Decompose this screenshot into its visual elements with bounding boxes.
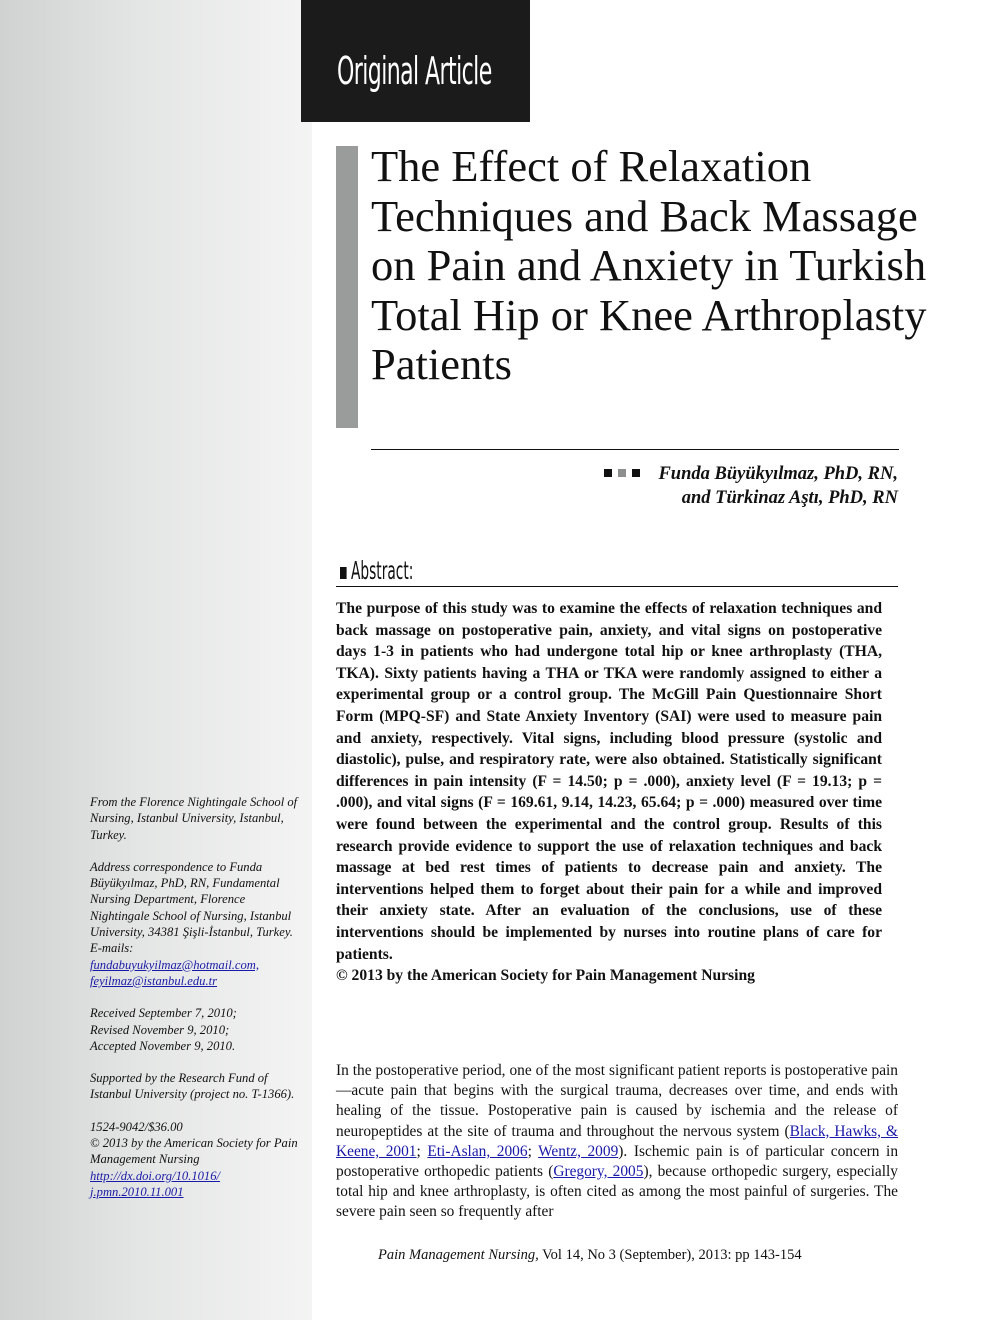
abstract-heading-label: Abstract: <box>351 556 414 585</box>
doi-link-part-2[interactable]: j.pmn.2010.11.001 <box>90 1184 184 1199</box>
citation-wentz-2009[interactable]: Wentz, 2009 <box>538 1142 619 1160</box>
affiliation-note: From the Florence Nightingale School of Nursing, Istanbul University, Istanbul, Turkey. <box>90 795 298 842</box>
abstract-heading <box>340 558 413 583</box>
doi-link-part-1[interactable]: http://dx.doi.org/10.1016/ <box>90 1168 221 1183</box>
abstract-bullet-icon <box>340 567 347 579</box>
funding-note: Supported by the Research Fund of Istanbul University (project no. T-1366). <box>90 1071 295 1102</box>
article-type-label: Original Article <box>337 49 492 93</box>
author-squares-icon <box>604 462 646 483</box>
accepted-date: Accepted November 9, 2010. <box>90 1038 236 1053</box>
author-names-1: Funda Büyükyılmaz, PhD, RN, <box>658 464 898 484</box>
sidebar-copyright: © 2013 by the American Society for Pain Management Nursing <box>90 1136 298 1167</box>
article-type-banner <box>301 0 530 122</box>
abstract-text <box>336 598 882 987</box>
body-paragraph <box>336 1061 898 1223</box>
dates-note <box>90 1005 305 1054</box>
citation-black-2001[interactable]: Black, Hawks, & Keene, 2001 <box>336 1122 898 1160</box>
citation-separator-2: ; <box>527 1142 539 1160</box>
publication-note <box>90 1119 305 1200</box>
correspondence-note <box>90 859 305 989</box>
body-text-3: ), because orthopedic surgery, especially total hip and knee arthroplasty, is often cited as among the most painful of surgeries. The severe pain seen so frequently after <box>336 1163 898 1221</box>
page-footer <box>378 1247 802 1264</box>
citation-eti-aslan-2006[interactable]: Eti-Aslan, 2006 <box>427 1142 528 1160</box>
abstract-body: The purpose of this study was to examine the effects of relaxation techniques and back massage on postoperative pain, anxiety, and vital signs on postoperative days 1-3 in patients who had undergone total hip or knee arthroplasty (THA, TKA). Sixty patients having a THA or TKA were randomly assigned to either a experimental group or a control group. The McGill Pain Questionnaire Short Form (MPQ-SF) and State Anxiety Inventory (SAI) were used to measure pain and anxiety, respectively. Vital signs, including blood pressure (systolic and diastolic), pulse, and respiratory rate, were also obtained. Statistically significant differences in pain intensity (F = 14.50; p = .000), anxiety level (F = 19.13; p = .000), and vital signs (F = 169.61, 9.14, 14.23, 65.64; p = .000) measured over time were found between the experimental and the control group. Results of this research provide evidence to support the use of relaxation techniques and back massage at bed rest times of patients to decrease pain and anxiety. The interventions helped them to forget about their pain for a while and improved their anxiety state. After an evaluation of the conclusions, use of these interventions should be implemented by nurses into routine plans of care for patients. <box>336 600 882 963</box>
title-accent-bar <box>336 146 358 428</box>
body-text-1: In the postoperative period, one of the most significant patient reports is postoperative pain—acute pain that begins with the surgical trauma, decreases over time, and ends with healing of the tissue. Postoperative pain is caused by ischemia and the release of neuropeptides at the site of trauma and throughout the nervous system ( <box>336 1062 898 1140</box>
correspondence-address: Address correspondence to Funda Büyükyılmaz, PhD, RN, Fundamental Nursing Department, Florence Nightingale School of Nursing, Istanbul University, 34381 Şişli-İstanbul, Turkey. E-mails: <box>90 859 293 956</box>
footer-issue-details: Vol 14, No 3 (September), 2013: pp 143-154 <box>542 1247 802 1263</box>
footer-journal-name: Pain Management Nursing, <box>378 1247 539 1263</box>
email-link-1[interactable]: fundabuyukyilmaz@hotmail.com, <box>90 957 259 972</box>
author-line-2: and Türkinaz Aştı, PhD, RN <box>681 488 898 508</box>
body-text-2: ). Ischemic pain is of particular concern in postoperative orthopedic patients ( <box>336 1142 899 1181</box>
citation-gregory-2005[interactable]: Gregory, 2005 <box>553 1163 644 1181</box>
issn-price: 1524-9042/$36.00 <box>90 1119 183 1134</box>
received-date: Received September 7, 2010; <box>90 1006 237 1021</box>
abstract-copyright: © 2013 by the American Society for Pain Management Nursing <box>336 967 755 985</box>
citation-separator-1: ; <box>416 1142 428 1160</box>
email-link-2[interactable]: feyilmaz@istanbul.edu.tr <box>90 973 218 988</box>
revised-date: Revised November 9, 2010; <box>90 1022 230 1037</box>
author-line-1 <box>604 462 898 485</box>
title-divider <box>371 449 899 450</box>
article-sidebar <box>90 794 305 1216</box>
abstract-divider <box>336 586 898 587</box>
article-title: The Effect of Relaxation Techniques and Back Massage on Pain and Anxiety in Turkish Total Hip or Knee Arthroplasty Patients <box>371 141 927 389</box>
